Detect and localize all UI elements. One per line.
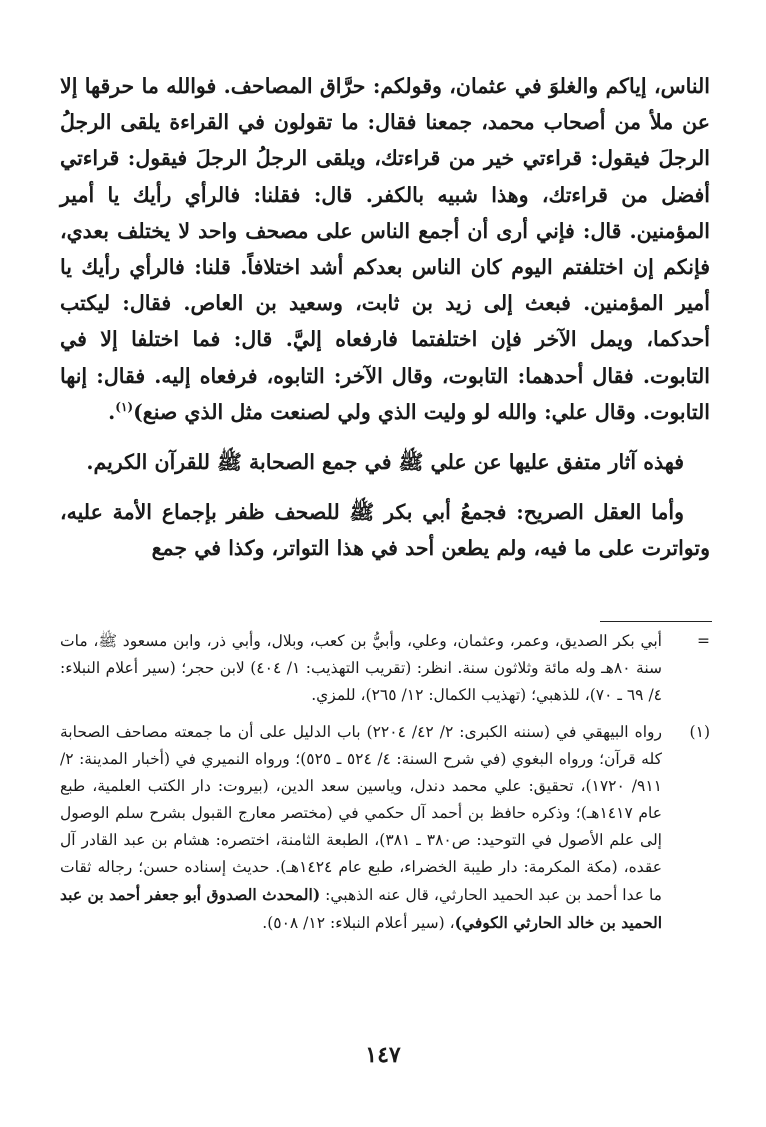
page-number: ١٤٧ [365, 1042, 401, 1068]
paragraph-1-end: . [108, 399, 116, 424]
footnote-divider [600, 621, 712, 622]
footnote-1-tail: ، (سير أعلام النبلاء: ١٢/ ٥٠٨). [262, 914, 455, 932]
paragraph-3: وأما العقل الصريح: فجمعُ أبي بكر ﷺ للصحف ظفر بإجماع الأمة عليه، وتواترت على ما فيه، ولم يطعن أحد في هذا التواتر، وكذا في جمع [60, 500, 710, 561]
paragraph-2: فهذه آثار متفق عليها عن علي ﷺ في جمع الصحابة ﷺ للقرآن الكريم. [86, 450, 684, 475]
footnote-1-bold-quote: (المحدث الصدوق أبو جعفر أحمد بن عبد الحميد بن خالد الحارثي الكوفي) [60, 885, 662, 932]
footnote-continued-text: أبي بكر الصديق، وعمر، وعثمان، وعلي، وأبيُّ بن كعب، وبلال، وأبي ذر، وابن مسعود ﷺ، مات سنة ٨٠هـ وله مائة وثلاثون سنة. انظر: (تقريب التهذيب: ١/ ٤٠٤) لابن حجر؛ (سير أعلام النبلاء: ٤/ ٦٩ ـ ٧٠)، للذهبي؛ (تهذيب الكمال: ١٢/ ٢٦٥)، للمزي. [60, 632, 663, 704]
footnote-1-mark: (١) [689, 723, 710, 741]
footnote-continued-mark: = [697, 632, 710, 650]
paragraph-1-text: الناس، إياكم والغلوَ في عثمان، وقولكم: حرَّاق المصاحف. فوالله ما حرقها إلا عن ملأ من أصحاب محمد، جمعنا فقال: ما تقولون في القراءة يلقى الرجلُ الرجلَ فيقول: قراءتي خير من قراءتك، ويلقى الرجلُ الرجلَ فيقول: قراءتي أفضل من قراءتك، وهذا شبيه بالكفر. قال: فقلنا: فالرأي رأيك يا أمير المؤمنين. قال: فإني أرى أن أجمع الناس على مصحف واحد لا يختلف بعدي، فإنكم إن اختلفتم اليوم كان الناس بعدكم أشد اختلافاً. قلنا: فالرأي رأيك يا أمير المؤمنين. فبعث إلى زيد بن ثابت، وسعيد بن العاص. فقال: ليكتب أحدكما، ويمل الآخر فإن اختلفتما فارفعاه إليَّ. قال: فما اختلفا إلا في التابوت. فقال أحدهما: التابوت، وقال الآخر: التابوه، فرفعاه إليه. فقال: إنها التابوت. وقال علي: والله لو وليت الذي ولي لصنعت مثل الذي صنع) [60, 74, 710, 424]
footnotes-block [60, 628, 710, 937]
footnote-ref-1: (١) [115, 400, 134, 414]
main-text-block [60, 68, 710, 567]
footnote-continued [60, 628, 710, 709]
footnote-1-text: رواه البيهقي في (سننه الكبرى: ٢/ ٤٢/ ٢٢٠٤) باب الدليل على أن ما جمعته مصاحف الصحابة كله قرآن؛ ورواه البغوي (في شرح السنة: ٤/ ٥٢٤ ـ ٥٢٥)؛ ورواه النميري في (أخبار المدينة: ٢/ ٩١١/ ١٧٢٠)، تحقيق: علي محمد دندل، وياسين سعد الدين، (بيروت: دار الكتب العلمية، طبع عام ١٤١٧هـ)؛ وذكره حافظ بن أحمد آل حكمي في (مختصر معارج القبول بشرح سلم الوصول إلى علم الأصول في التوحيد: ص٣٨٠ ـ ٣٨١)، الطبعة الثامنة، اختصره: هشام بن عبد القادر آل عقده، (مكة المكرمة: دار طيبة الخضراء، طبع عام ١٤٢٤هـ). حديث إسناده حسن؛ رجاله ثقات ما عدا أحمد بن عبد الحميد الحارثي، قال عنه الذهبي: [60, 723, 662, 904]
paragraph-1 [60, 68, 710, 430]
footnote-1 [60, 719, 710, 937]
